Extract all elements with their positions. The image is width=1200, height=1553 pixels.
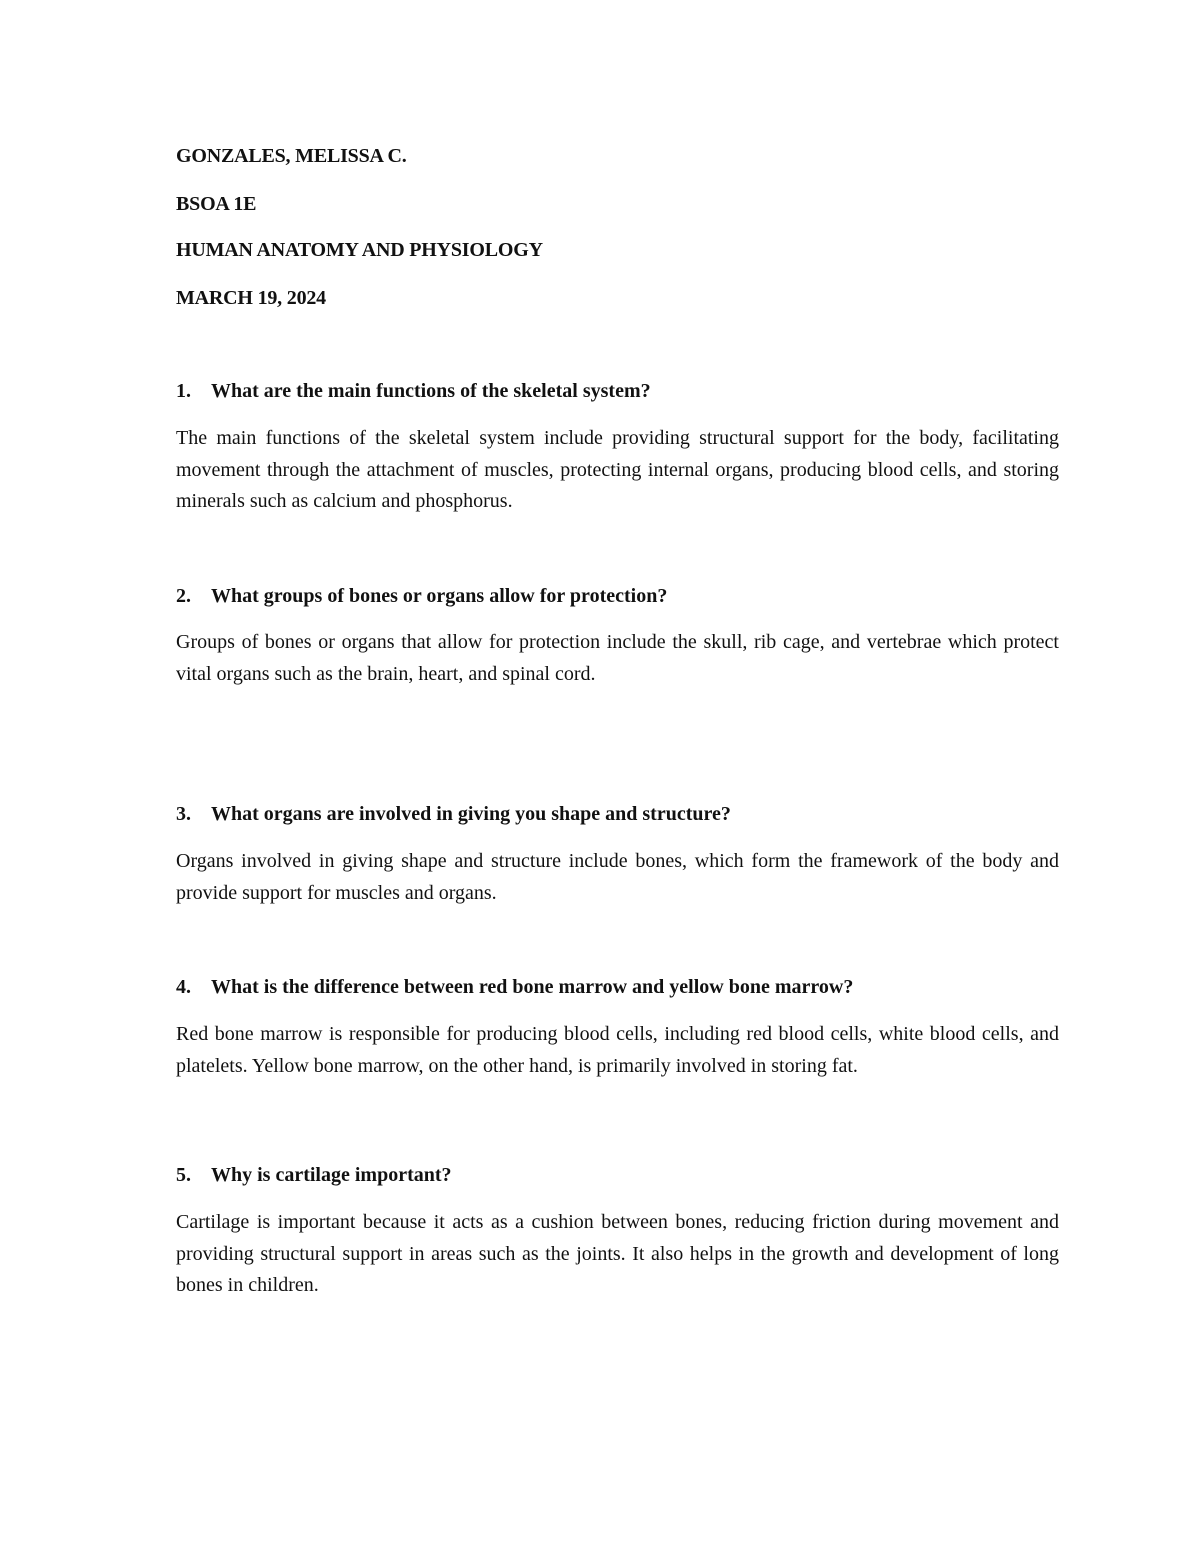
question-text: What groups of bones or organs allow for protection? bbox=[211, 585, 668, 607]
question-heading-1 bbox=[176, 379, 651, 403]
answer-5: Cartilage is important because it acts as a cushion between bones, reducing friction during movement and providing structural support in areas such as the joints. It also helps in the growth and development of long bones in children. bbox=[176, 1211, 1059, 1296]
question-text: Why is cartilage important? bbox=[211, 1164, 452, 1186]
question-text: What organs are involved in giving you shape and structure? bbox=[211, 803, 731, 825]
question-heading-5 bbox=[176, 1163, 452, 1187]
question-text: What is the difference between red bone marrow and yellow bone marrow? bbox=[211, 976, 854, 998]
answer-2: Groups of bones or organs that allow for protection include the skull, rib cage, and vertebrae which protect vital organs such as the brain, heart, and spinal cord. bbox=[176, 631, 1059, 685]
answer-1: The main functions of the skeletal system include providing structural support for the body, facilitating movement through the attachment of muscles, protecting internal organs, producing blood cells, and storing minerals such as calcium and phosphorus. bbox=[176, 427, 1059, 512]
question-number: 4. bbox=[176, 976, 191, 998]
document-date: MARCH 19, 2024 bbox=[176, 287, 326, 309]
subject-title: HUMAN ANATOMY AND PHYSIOLOGY bbox=[176, 239, 543, 261]
question-heading-2 bbox=[176, 584, 667, 608]
course-section: BSOA 1E bbox=[176, 193, 257, 215]
answer-3: Organs involved in giving shape and structure include bones, which form the framework of the body and provide support for muscles and organs. bbox=[176, 850, 1059, 904]
answer-4: Red bone marrow is responsible for producing blood cells, including red blood cells, white blood cells, and platelets. Yellow bone marrow, on the other hand, is primarily involved in storing fat. bbox=[176, 1023, 1059, 1077]
question-number: 2. bbox=[176, 585, 191, 607]
question-heading-3 bbox=[176, 802, 731, 826]
question-number: 3. bbox=[176, 803, 191, 825]
question-number: 1. bbox=[176, 380, 191, 402]
question-heading-4 bbox=[176, 975, 853, 999]
question-text: What are the main functions of the skeletal system? bbox=[211, 380, 651, 402]
student-name: GONZALES, MELISSA C. bbox=[176, 145, 407, 167]
question-number: 5. bbox=[176, 1164, 191, 1186]
